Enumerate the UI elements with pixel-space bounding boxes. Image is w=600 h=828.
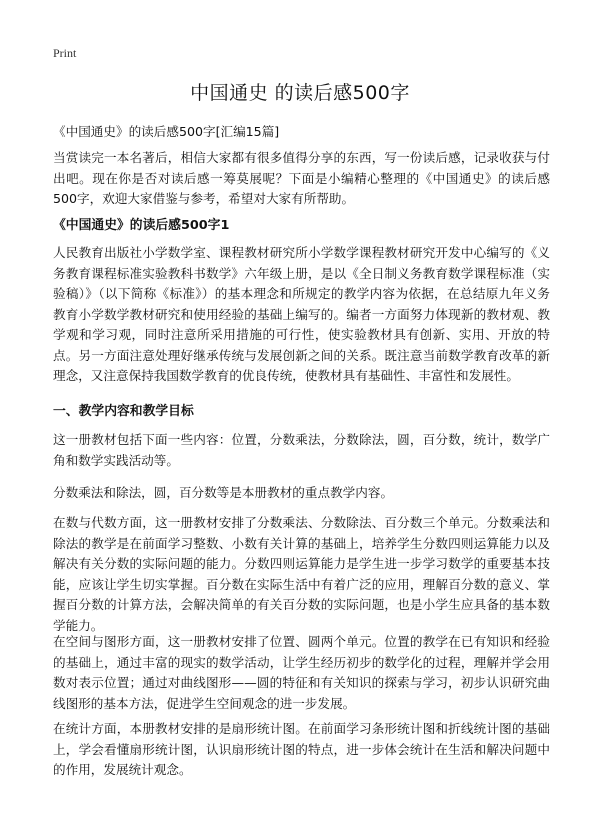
goals-paragraph-1: 这一册教材包括下面一些内容：位置，分数乘法，分数除法，圆，百分数，统计，数学广角和数学实践活动等。 [53, 432, 550, 468]
section-heading-1: 《中国通史》的读后感500字1 [53, 218, 230, 233]
goals-paragraph-2: 分数乘法和除法，圆，百分数等是本册教材的重点教学内容。 [53, 485, 394, 500]
goals-paragraph-3: 在数与代数方面，这一册教材安排了分数乘法、分数除法、百分数三个单元。分数乘法和除法的教学是在前面学习整数、小数有关计算的基础上，培养学生分数四则运算能力以及解决有关分数的实际问题的能力。分数四则运算能力是学生进一步学习数学的重要基本技能，应该让学生切实掌握。百分数在实际生活中有着广泛的应用，理解百分数的意义、掌握百分数的计算方法，会解决简单的有关百分数的实际问题，也是小学生应具备的基本数学能力。 [53, 515, 550, 633]
print-label: Print [53, 46, 77, 60]
section-1-paragraph: 人民教育出版社小学数学室、课程教材研究所小学数学课程教材研究开发中心编写的《义务教育课程标准实验教科书数学》六年级上册，是以《全日制义务教育数学课程标准（实验稿）》（以下简称《标准》）的基本理念和所规定的教学内容为依据，在总结原九年义务教育小学数学教材研究和使用经验的基础上编写的。编者一方面努力体现新的教材观、教学观和学习观，同时注意所采用措施的可行性，使实验教材具有创新、实用、开放的特点。另一方面注意处理好继承传统与发展创新之间的关系。既注意当前数学教育改革的新理念，又注意保持我国数学教育的优良传统，使教材具有基础性、丰富性和发展性。 [53, 245, 550, 383]
intro-paragraph: 当赏读完一本名著后，相信大家都有很多值得分享的东西，写一份读后感，记录收获与付出吧。现在你是否对读后感一筹莫展呢？下面是小编精心整理的《中国通史》的读后感500字，欢迎大家借鉴与参考，希望对大家有所帮助。 [53, 150, 550, 206]
document-subtitle: 《中国通史》的读后感500字[汇编15篇] [53, 124, 280, 139]
page-title: 中国通史 的读后感500字 [190, 82, 410, 104]
teaching-goals-heading: 一、教学内容和教学目标 [53, 404, 194, 419]
goals-paragraph-5: 在统计方面，本册教材安排的是扇形统计图。在前面学习条形统计图和折线统计图的基础上，学会看懂扇形统计图，认识扇形统计图的特点，进一步体会统计在生活和解决问题中的作用，发展统计观念。 [53, 721, 550, 777]
goals-paragraph-4: 在空间与图形方面，这一册教材安排了位置、圆两个单元。位置的教学在已有知识和经验的基础上，通过丰富的现实的数学活动，让学生经历初步的数学化的过程，理解并学会用数对表示位置；通过对曲线图形——圆的特征和有关知识的探索与学习，初步认识研究曲线图形的基本方法，促进学生空间观念的进一步发展。 [53, 634, 550, 711]
